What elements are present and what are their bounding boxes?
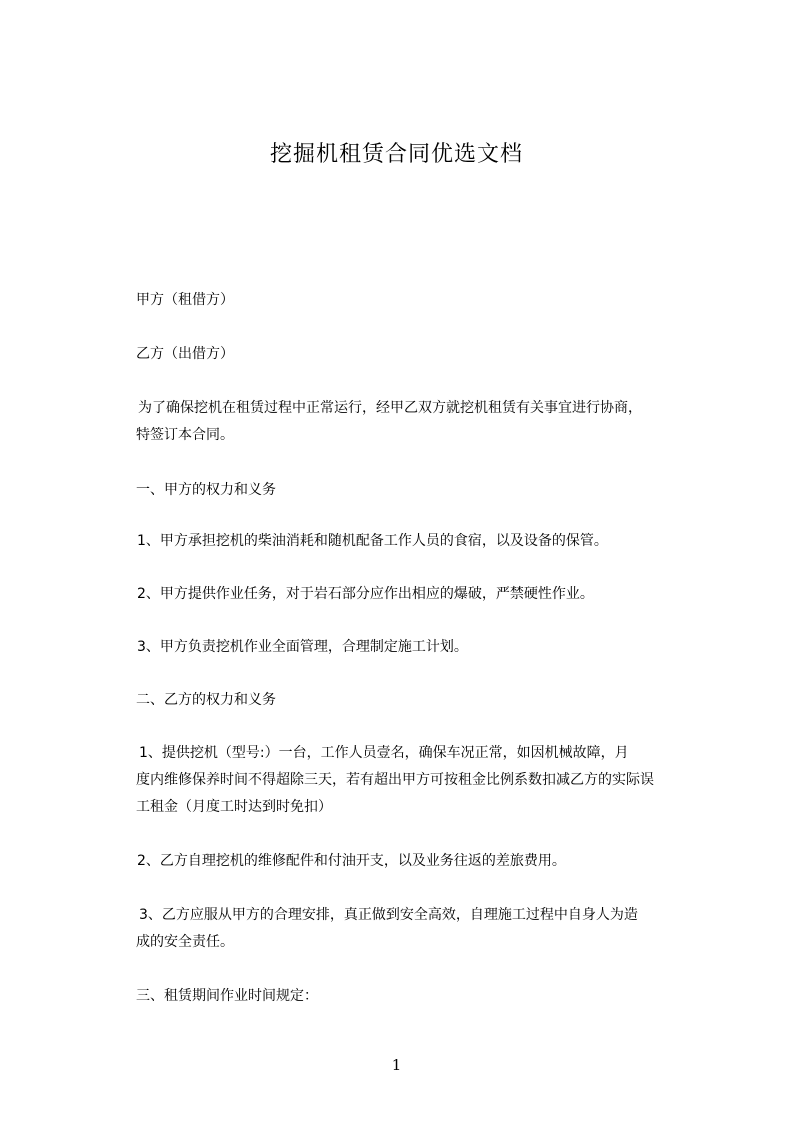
party-b-label: 乙方（出借方） (136, 346, 234, 362)
intro-paragraph-line-1: 为了确保挖机在租赁过程中正常运行，经甲乙双方就挖机租赁有关事宜进行协商， (138, 400, 642, 416)
section-1-item-2: 2、甲方提供作业任务，对于岩石部分应作出相应的爆破，严禁硬性作业。 (137, 586, 594, 602)
party-a-label: 甲方（租借方） (136, 292, 234, 308)
intro-paragraph-line-2: 特签订本合同。 (136, 427, 234, 443)
section-2-item-1-line-2: 度内维修保养时间不得超除三天，若有超出甲方可按租金比例系数扣减乙方的实际误 (136, 772, 654, 788)
section-3-heading: 三、租赁期间作业时间规定： (136, 988, 318, 1004)
section-2-item-1-line-3: 工租金（月度工时达到时免扣） (136, 799, 332, 815)
document-title: 挖掘机租赁合同优选文档 (269, 142, 523, 167)
section-1-item-3: 3、甲方负责挖机作业全面管理，合理制定施工计划。 (137, 639, 468, 655)
section-2-item-3-line-2: 成的安全责任。 (136, 934, 234, 950)
section-1-item-1: 1、甲方承担挖机的柴油消耗和随机配备工作人员的食宿，以及设备的保管。 (137, 533, 608, 549)
section-2-item-2: 2、乙方自理挖机的维修配件和付油开支，以及业务往返的差旅费用。 (137, 853, 566, 869)
section-2-item-1-line-1: 1、提供挖机（型号:）一台，工作人员壹名，确保车况正常，如因机械故障，月 (139, 745, 629, 761)
section-1-heading: 一、甲方的权力和义务 (136, 482, 276, 498)
section-2-item-3-line-1: 3、乙方应服从甲方的合理安排，真正做到安全高效，自理施工过程中自身人为造 (139, 907, 638, 923)
section-2-heading: 二、乙方的权力和义务 (136, 692, 276, 708)
page-number: 1 (391, 1056, 402, 1074)
